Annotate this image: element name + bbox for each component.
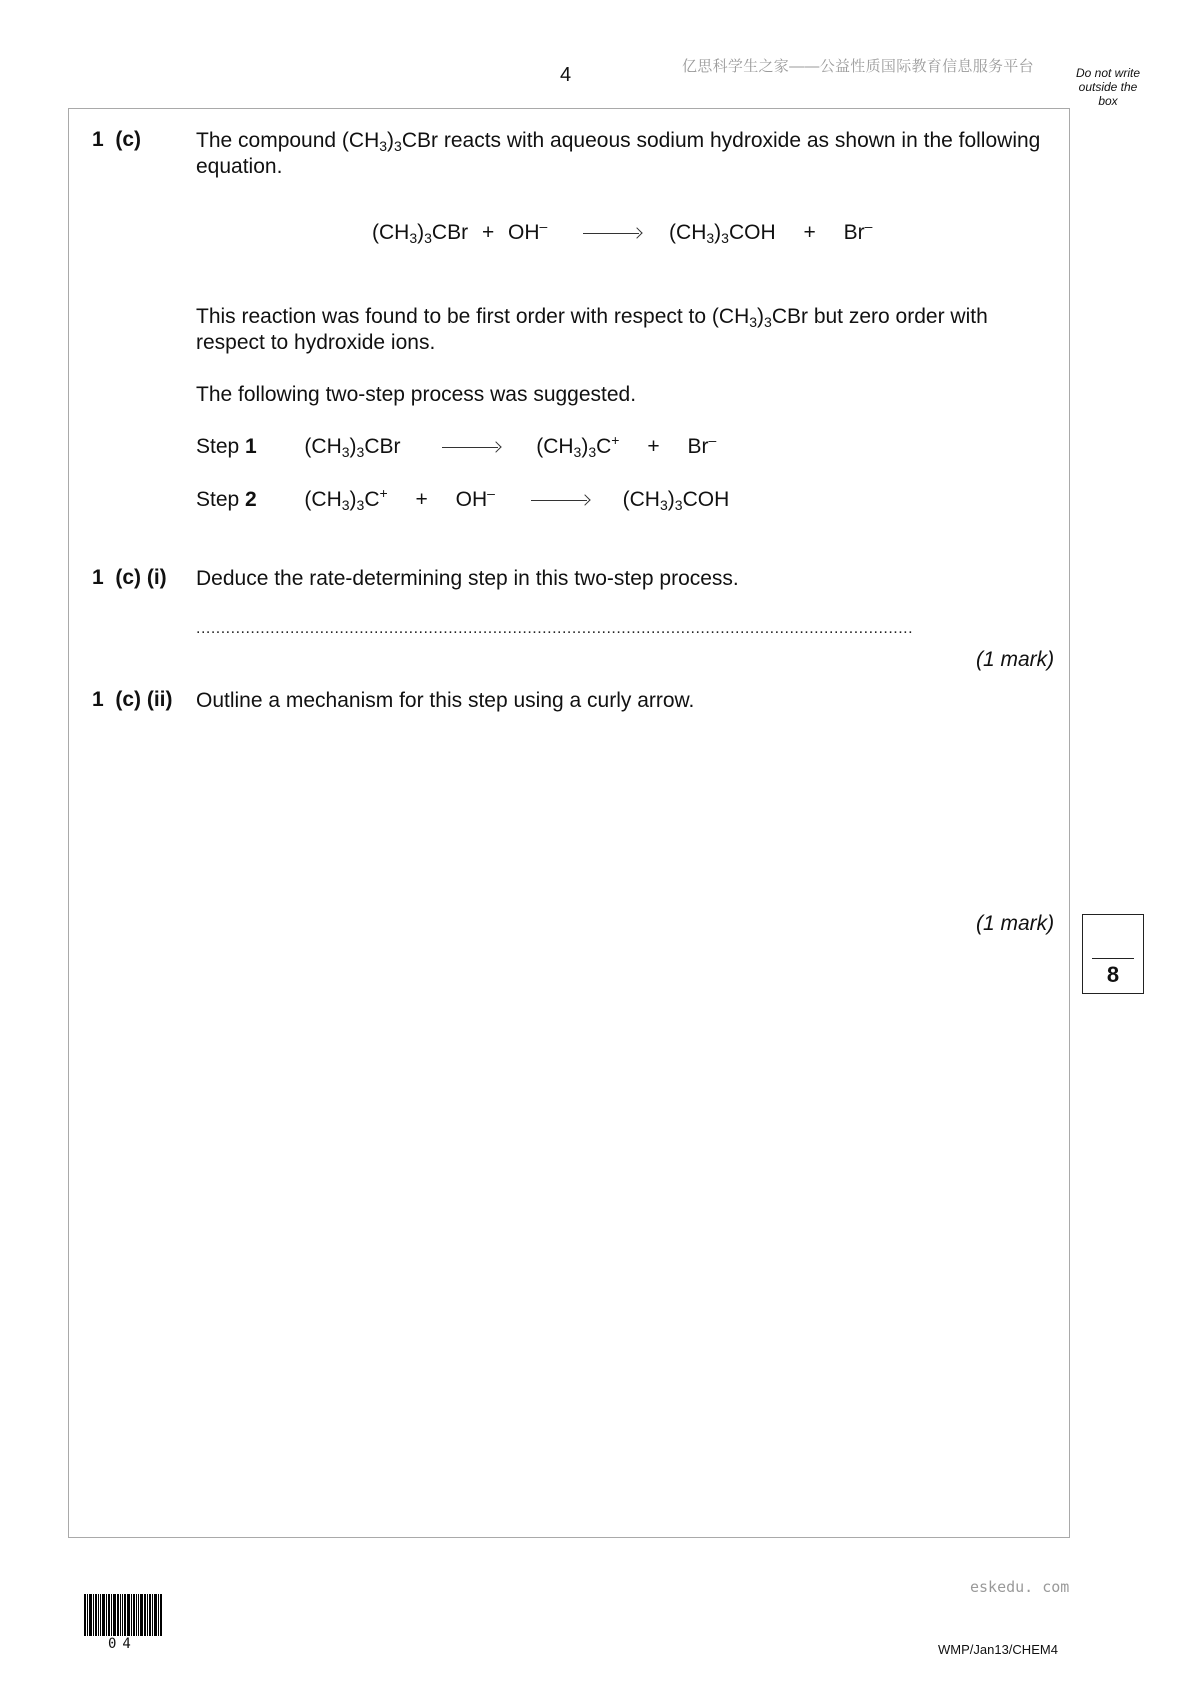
step-2-equation: Step 2 $(CH_3)_3C^+ + OH^-$ $(CH_3)_3COH$ bbox=[196, 485, 730, 513]
mark-allocation-1ci: (1 mark) bbox=[976, 648, 1055, 671]
barcode-icon bbox=[84, 1594, 178, 1636]
score-box-line bbox=[1092, 958, 1134, 959]
question-label-1ci: 1 (c) (i) bbox=[92, 566, 167, 589]
question-label-1c: 1 (c) bbox=[92, 128, 142, 151]
order-description: This reaction was found to be first order with respect to $(CH_3)_3CBr$ but zero order with respect to hydroxide ions. bbox=[196, 305, 988, 354]
page-number: 4 bbox=[560, 64, 572, 86]
score-value: 8 bbox=[1106, 962, 1120, 987]
footer-watermark: eskedu. com bbox=[970, 1578, 1070, 1596]
margin-note: Do not write outside the box bbox=[1075, 66, 1141, 108]
barcode-label: 04 bbox=[108, 1636, 137, 1652]
step-1-equation: Step 1 $(CH_3)_3CBr$ $(CH_3)_3C^+ + Br^-$ bbox=[196, 432, 717, 460]
equation-reactant-2: OH– bbox=[508, 218, 548, 244]
answer-area-1cii[interactable] bbox=[196, 724, 1056, 904]
step-2-label: Step 2 bbox=[196, 488, 257, 511]
equation-product-1: $(CH_3)_3COH$ bbox=[669, 221, 776, 246]
question-label-1cii: 1 (c) (ii) bbox=[92, 688, 173, 711]
question-1cii-text: Outline a mechanism for this step using a curly arrow. bbox=[196, 689, 695, 712]
answer-line-1ci[interactable]: ................................................................................................................................................. bbox=[196, 620, 914, 637]
mark-allocation-1cii: (1 mark) bbox=[976, 912, 1055, 935]
header-watermark: 亿思科学生之家——公益性质国际教育信息服务平台 bbox=[682, 58, 1034, 75]
equation-reactant-1: $(CH_3)_3CBr$ bbox=[372, 221, 469, 246]
suggested-process-text: The following two-step process was suggested. bbox=[196, 383, 637, 406]
overall-equation: $(CH_3)_3CBr + OH^-$ $(CH_3)_3COH + Br^-$ bbox=[372, 218, 873, 246]
equation-product-2: Br– bbox=[843, 218, 873, 244]
paper-code: WMP/Jan13/CHEM4 bbox=[938, 1642, 1058, 1657]
reaction-arrow-icon bbox=[531, 495, 589, 505]
step-1-label: Step 1 bbox=[196, 435, 257, 458]
question-intro: The compound $(CH_3)_3CBr$ reacts with aqueous sodium hydroxide as shown in the following equation. bbox=[196, 129, 1041, 178]
reaction-arrow-icon bbox=[442, 442, 500, 452]
reaction-arrow-icon bbox=[583, 228, 641, 238]
question-1ci-text: Deduce the rate-determining step in this two-step process. bbox=[196, 567, 739, 590]
